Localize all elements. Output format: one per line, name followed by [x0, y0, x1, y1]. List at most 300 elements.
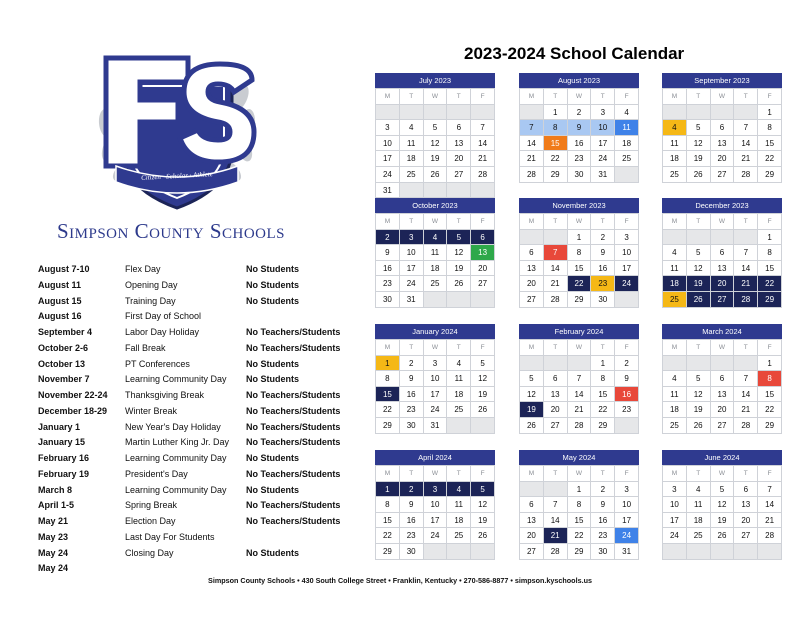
event-date: February 16 [38, 453, 90, 463]
event-date: March 8 [38, 484, 73, 495]
month-calendar [375, 450, 495, 560]
day-cell: 12 [520, 387, 544, 403]
day-cell: 16 [400, 387, 424, 403]
day-cell: 8 [758, 245, 782, 261]
day-cell: 17 [424, 387, 448, 403]
weekday-label: T [544, 466, 568, 482]
empty-day-cell [544, 482, 568, 498]
month-title: September 2023 [662, 73, 782, 88]
event-date: January 15 [38, 437, 86, 448]
weekday-label: W [711, 89, 735, 105]
day-cell: 11 [663, 136, 687, 152]
empty-day-cell [758, 544, 782, 560]
day-cell: 29 [376, 418, 400, 434]
empty-day-cell [663, 356, 687, 372]
day-cell: 26 [471, 402, 495, 418]
empty-day-cell [400, 105, 424, 121]
day-cell: 3 [376, 120, 400, 136]
day-cell: 3 [615, 230, 639, 246]
day-cell: 2 [568, 105, 592, 121]
day-cell: 13 [447, 136, 471, 152]
day-cell: 27 [544, 418, 568, 434]
day-cell: 22 [568, 528, 592, 544]
day-cell: 22 [376, 402, 400, 418]
empty-day-cell [544, 230, 568, 246]
day-cell: 12 [687, 261, 711, 277]
day-cell: 24 [400, 276, 424, 292]
day-cell: 26 [711, 528, 735, 544]
event-row [38, 451, 348, 467]
day-cell: 10 [400, 245, 424, 261]
day-cell: 7 [568, 371, 592, 387]
event-name: Labor Day Holiday [125, 327, 200, 337]
month-day-grid [662, 213, 782, 308]
day-cell: 3 [615, 482, 639, 498]
day-cell: 24 [591, 151, 615, 167]
day-cell: 27 [711, 167, 735, 183]
day-cell: 3 [424, 482, 448, 498]
day-cell: 18 [663, 276, 687, 292]
empty-day-cell [520, 230, 544, 246]
weekday-label: T [591, 89, 615, 105]
day-cell: 19 [447, 261, 471, 277]
day-cell: 14 [734, 261, 758, 277]
month-calendar [375, 73, 495, 198]
day-cell: 13 [734, 497, 758, 513]
day-cell: 4 [663, 371, 687, 387]
empty-day-cell [471, 183, 495, 199]
day-cell: 23 [591, 528, 615, 544]
event-status: No Students [246, 358, 299, 369]
weekday-label: F [758, 214, 782, 230]
day-cell: 24 [376, 167, 400, 183]
day-cell: 13 [711, 387, 735, 403]
day-cell: 10 [615, 497, 639, 513]
weekday-label: M [520, 214, 544, 230]
month-title: February 2024 [519, 324, 639, 339]
month-day-grid [662, 465, 782, 560]
empty-day-cell [376, 105, 400, 121]
day-cell: 29 [568, 292, 592, 308]
weekday-label: W [424, 89, 448, 105]
empty-day-cell [734, 544, 758, 560]
day-cell: 24 [424, 402, 448, 418]
day-cell: 27 [471, 276, 495, 292]
day-cell: 9 [376, 245, 400, 261]
day-cell: 2 [400, 356, 424, 372]
weekday-label: T [447, 340, 471, 356]
month-calendar [375, 324, 495, 434]
event-row [38, 420, 348, 436]
weekday-label: M [376, 340, 400, 356]
day-cell: 3 [591, 105, 615, 121]
day-cell: 20 [711, 151, 735, 167]
day-cell: 24 [615, 276, 639, 292]
event-date: May 24 [38, 563, 69, 574]
day-cell: 10 [615, 245, 639, 261]
weekday-label: F [615, 466, 639, 482]
day-cell: 28 [734, 292, 758, 308]
day-cell: 14 [520, 136, 544, 152]
day-cell: 6 [711, 245, 735, 261]
logo-motto: Citizen · Scholar · Athlete [140, 170, 214, 182]
day-cell: 21 [734, 151, 758, 167]
day-cell: 16 [591, 261, 615, 277]
day-cell: 7 [544, 245, 568, 261]
day-cell: 5 [471, 356, 495, 372]
day-cell: 14 [734, 387, 758, 403]
event-name: Closing Day [125, 547, 174, 558]
event-status: No Teachers/Students [246, 437, 341, 448]
day-cell: 16 [591, 513, 615, 529]
day-cell: 22 [758, 276, 782, 292]
event-row [38, 546, 348, 562]
event-name: New Year's Day Holiday [125, 421, 221, 432]
day-cell: 23 [400, 402, 424, 418]
day-cell: 28 [520, 167, 544, 183]
day-cell: 24 [424, 528, 448, 544]
event-status: No Teachers/Students [246, 500, 341, 511]
month-title: January 2024 [375, 324, 495, 339]
event-row [38, 435, 348, 451]
weekday-label: W [568, 214, 592, 230]
day-cell: 9 [615, 371, 639, 387]
weekday-label: W [424, 466, 448, 482]
day-cell: 19 [471, 513, 495, 529]
day-cell: 13 [711, 136, 735, 152]
day-cell: 15 [758, 387, 782, 403]
event-row [38, 262, 348, 278]
day-cell: 17 [400, 261, 424, 277]
month-title: December 2023 [662, 198, 782, 213]
weekday-label: T [687, 214, 711, 230]
day-cell: 4 [687, 482, 711, 498]
month-day-grid [519, 213, 639, 308]
day-cell: 19 [471, 387, 495, 403]
day-cell: 14 [544, 261, 568, 277]
day-cell: 28 [568, 418, 592, 434]
day-cell: 12 [471, 371, 495, 387]
day-cell: 30 [591, 544, 615, 560]
event-name: Fall Break [125, 342, 166, 353]
day-cell: 18 [663, 402, 687, 418]
event-status: No Teachers/Students [246, 327, 341, 337]
day-cell: 10 [424, 371, 448, 387]
weekday-label: T [687, 89, 711, 105]
day-cell: 1 [758, 105, 782, 121]
day-cell: 18 [424, 261, 448, 277]
empty-day-cell [687, 356, 711, 372]
day-cell: 4 [447, 482, 471, 498]
day-cell: 6 [711, 371, 735, 387]
day-cell: 8 [568, 497, 592, 513]
event-row [38, 530, 348, 546]
weekday-label: F [758, 340, 782, 356]
day-cell: 19 [520, 402, 544, 418]
weekday-label: T [591, 340, 615, 356]
day-cell: 12 [687, 387, 711, 403]
day-cell: 15 [376, 387, 400, 403]
month-day-grid [662, 339, 782, 434]
month-calendar [519, 73, 639, 183]
empty-day-cell [711, 105, 735, 121]
day-cell: 27 [520, 544, 544, 560]
empty-day-cell [424, 292, 448, 308]
day-cell: 4 [447, 356, 471, 372]
month-calendar [662, 450, 782, 560]
event-row [38, 404, 348, 420]
empty-day-cell [663, 230, 687, 246]
weekday-label: T [400, 466, 424, 482]
day-cell: 31 [615, 544, 639, 560]
day-cell: 29 [591, 418, 615, 434]
day-cell: 22 [758, 151, 782, 167]
day-cell: 27 [734, 528, 758, 544]
day-cell: 5 [520, 371, 544, 387]
day-cell: 7 [734, 371, 758, 387]
day-cell: 11 [687, 497, 711, 513]
day-cell: 1 [591, 356, 615, 372]
empty-day-cell [734, 105, 758, 121]
empty-day-cell [447, 105, 471, 121]
weekday-label: T [447, 214, 471, 230]
day-cell: 2 [400, 482, 424, 498]
weekday-label: T [591, 214, 615, 230]
event-status: No Students [246, 374, 299, 385]
weekday-label: W [424, 340, 448, 356]
day-cell: 12 [424, 136, 448, 152]
month-day-grid [375, 88, 495, 198]
day-cell: 22 [376, 528, 400, 544]
event-date: February 19 [38, 468, 90, 479]
event-row [38, 309, 348, 325]
day-cell: 28 [544, 544, 568, 560]
event-name: PT Conferences [125, 358, 190, 369]
day-cell: 15 [376, 513, 400, 529]
empty-day-cell [447, 183, 471, 199]
day-cell: 26 [687, 167, 711, 183]
day-cell: 18 [663, 151, 687, 167]
day-cell: 7 [544, 497, 568, 513]
event-status: No Teachers/Students [246, 405, 341, 416]
empty-day-cell [447, 292, 471, 308]
day-cell: 2 [591, 230, 615, 246]
weekday-label: T [734, 214, 758, 230]
day-cell: 30 [568, 167, 592, 183]
event-date: May 21 [38, 516, 69, 526]
day-cell: 5 [471, 482, 495, 498]
day-cell: 16 [400, 513, 424, 529]
empty-day-cell [687, 230, 711, 246]
day-cell: 5 [687, 245, 711, 261]
weekday-label: T [687, 340, 711, 356]
day-cell: 4 [663, 245, 687, 261]
weekday-label: T [734, 340, 758, 356]
day-cell: 7 [471, 120, 495, 136]
event-row [38, 498, 348, 514]
weekday-label: M [663, 340, 687, 356]
month-day-grid [519, 88, 639, 183]
empty-day-cell [471, 105, 495, 121]
day-cell: 18 [615, 136, 639, 152]
day-cell: 10 [591, 120, 615, 136]
footer-address: Simpson County Schools • 430 South College Street • Franklin, Kentucky • 270-586-8877 • simpson.kyschools.us [208, 576, 592, 585]
day-cell: 19 [711, 513, 735, 529]
day-cell: 27 [520, 292, 544, 308]
event-date: October 13 [38, 358, 86, 369]
event-name: Learning Community Day [125, 484, 227, 495]
month-day-grid [375, 213, 495, 308]
event-list [38, 262, 348, 577]
event-status: No Teachers/Students [246, 390, 341, 400]
event-date: November 22-24 [38, 390, 108, 400]
empty-day-cell [520, 356, 544, 372]
weekday-label: W [568, 89, 592, 105]
day-cell: 13 [520, 513, 544, 529]
day-cell: 1 [568, 230, 592, 246]
weekday-label: M [376, 466, 400, 482]
empty-day-cell [711, 544, 735, 560]
day-cell: 16 [376, 261, 400, 277]
day-cell: 8 [758, 371, 782, 387]
day-cell: 21 [471, 151, 495, 167]
day-cell: 10 [424, 497, 448, 513]
weekday-label: W [711, 466, 735, 482]
event-date: May 24 [38, 547, 69, 558]
day-cell: 21 [758, 513, 782, 529]
empty-day-cell [471, 292, 495, 308]
weekday-label: T [734, 466, 758, 482]
event-name: Flex Day [125, 264, 161, 274]
month-calendar [519, 450, 639, 560]
day-cell: 29 [568, 544, 592, 560]
day-cell: 10 [663, 497, 687, 513]
event-status: No Teachers/Students [246, 421, 341, 432]
day-cell: 17 [424, 513, 448, 529]
empty-day-cell [520, 482, 544, 498]
day-cell: 8 [758, 120, 782, 136]
empty-day-cell [544, 356, 568, 372]
day-cell: 12 [687, 136, 711, 152]
day-cell: 20 [520, 276, 544, 292]
day-cell: 12 [471, 497, 495, 513]
event-status: No Students [246, 484, 299, 495]
day-cell: 13 [544, 387, 568, 403]
event-name: Last Day For Students [125, 531, 215, 542]
empty-day-cell [471, 418, 495, 434]
event-name: Training Day [125, 295, 176, 306]
weekday-label: M [376, 89, 400, 105]
day-cell: 9 [568, 120, 592, 136]
day-cell: 6 [447, 120, 471, 136]
event-name: Opening Day [125, 279, 178, 290]
day-cell: 20 [711, 402, 735, 418]
event-date: January 1 [38, 421, 81, 432]
weekday-label: T [591, 466, 615, 482]
day-cell: 6 [471, 230, 495, 246]
event-date: September 4 [38, 327, 93, 337]
day-cell: 23 [400, 528, 424, 544]
day-cell: 23 [615, 402, 639, 418]
day-cell: 28 [544, 292, 568, 308]
day-cell: 30 [376, 292, 400, 308]
weekday-label: M [520, 466, 544, 482]
day-cell: 24 [663, 528, 687, 544]
day-cell: 21 [520, 151, 544, 167]
empty-day-cell [471, 544, 495, 560]
weekday-label: T [734, 89, 758, 105]
event-row [38, 294, 348, 310]
day-cell: 22 [544, 151, 568, 167]
day-cell: 25 [663, 418, 687, 434]
day-cell: 6 [544, 371, 568, 387]
day-cell: 28 [734, 167, 758, 183]
day-cell: 26 [471, 528, 495, 544]
month-title: March 2024 [662, 324, 782, 339]
day-cell: 8 [376, 497, 400, 513]
empty-day-cell [447, 544, 471, 560]
day-cell: 12 [447, 245, 471, 261]
day-cell: 12 [711, 497, 735, 513]
event-status: No Teachers/Students [246, 468, 341, 479]
day-cell: 18 [687, 513, 711, 529]
day-cell: 17 [376, 151, 400, 167]
day-cell: 5 [687, 120, 711, 136]
weekday-label: W [568, 340, 592, 356]
event-name: Election Day [125, 516, 176, 526]
weekday-label: F [615, 89, 639, 105]
day-cell: 25 [615, 151, 639, 167]
month-calendar [519, 324, 639, 434]
event-date: August 16 [38, 311, 82, 322]
day-cell: 1 [376, 482, 400, 498]
day-cell: 7 [734, 245, 758, 261]
day-cell: 25 [400, 167, 424, 183]
event-status: No Students [246, 279, 299, 290]
day-cell: 9 [400, 497, 424, 513]
day-cell: 18 [400, 151, 424, 167]
empty-day-cell [424, 105, 448, 121]
weekday-label: T [400, 214, 424, 230]
day-cell: 1 [376, 356, 400, 372]
event-date: October 2-6 [38, 342, 89, 353]
day-cell: 31 [400, 292, 424, 308]
day-cell: 27 [711, 418, 735, 434]
day-cell: 20 [471, 261, 495, 277]
event-row [38, 372, 348, 388]
day-cell: 9 [591, 245, 615, 261]
month-day-grid [375, 465, 495, 560]
day-cell: 11 [447, 371, 471, 387]
day-cell: 6 [520, 245, 544, 261]
event-date: May 23 [38, 531, 69, 542]
day-cell: 20 [447, 151, 471, 167]
day-cell: 11 [424, 245, 448, 261]
event-name: Spring Break [125, 500, 178, 511]
day-cell: 16 [615, 387, 639, 403]
month-title: May 2024 [519, 450, 639, 465]
month-calendar [375, 198, 495, 308]
day-cell: 1 [544, 105, 568, 121]
weekday-label: F [615, 214, 639, 230]
weekday-label: T [400, 89, 424, 105]
day-cell: 13 [471, 245, 495, 261]
day-cell: 25 [447, 402, 471, 418]
month-calendar [662, 73, 782, 183]
weekday-label: M [376, 214, 400, 230]
day-cell: 26 [520, 418, 544, 434]
month-day-grid [662, 88, 782, 183]
